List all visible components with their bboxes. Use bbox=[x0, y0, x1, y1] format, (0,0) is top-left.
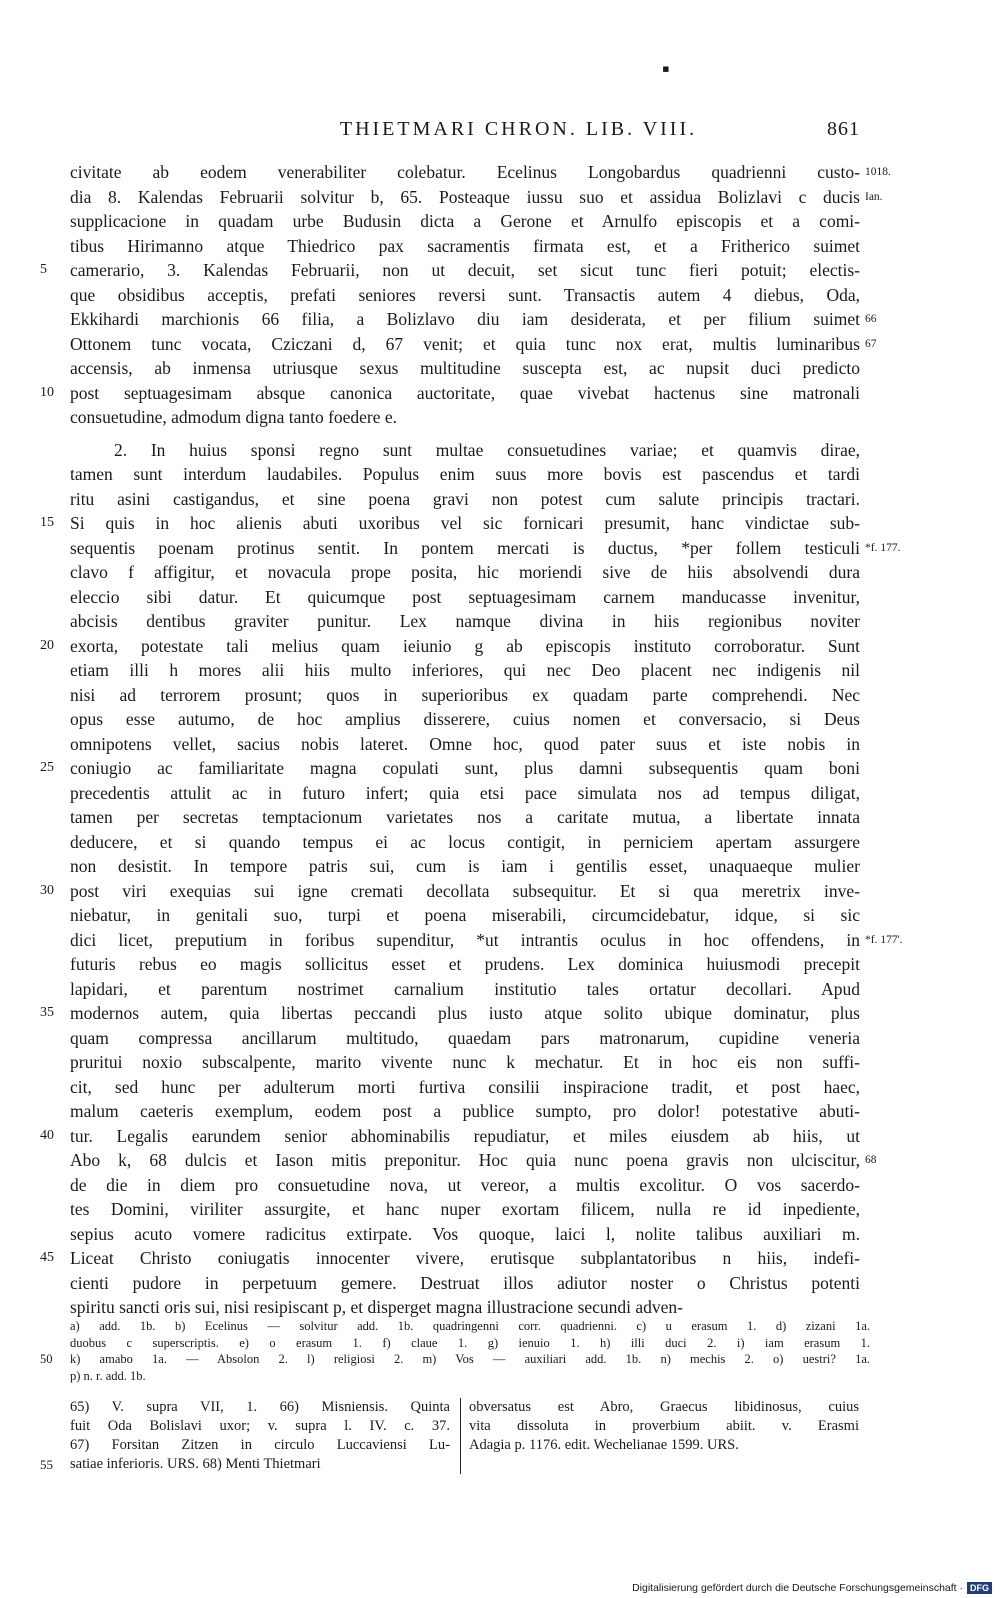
main-text bbox=[40, 160, 903, 1320]
text-line bbox=[70, 1398, 450, 1417]
text-line bbox=[70, 356, 860, 381]
line-text: eleccio sibi datur. Et quicumque post septuagesimam carnem manducasse invenitur, bbox=[70, 586, 860, 607]
text-line bbox=[70, 487, 860, 512]
text-line bbox=[70, 805, 860, 830]
line-text: spiritu sancti oris sui, nisi resipiscant p, et disperget magna illustracione secundi adven- bbox=[70, 1297, 684, 1317]
line-number: 35 bbox=[40, 1005, 54, 1020]
text-line bbox=[70, 903, 860, 928]
line-text: tes Domini, viriliter assurgite, et hanc nuper exortam filicem, nulla re id inpediente, bbox=[70, 1199, 860, 1219]
line-text: Liceat Christo coniugatis innocenter vivere, erutisque subplantatoribus n hiis, indefi- bbox=[70, 1248, 860, 1268]
line-text: abcisis dentibus graviter punitur. Lex namque divina in hiis regionibus noviter bbox=[70, 611, 860, 631]
text-line bbox=[70, 332, 877, 357]
line-number: 55 bbox=[40, 1457, 53, 1472]
line-text: lapidari, et parentum nostrimet carnalium institutio tales ortatur decollari. Apud bbox=[70, 978, 860, 999]
line-text: consuetudine, admodum digna tanto foedere e. bbox=[70, 407, 398, 427]
text-line bbox=[70, 1271, 860, 1296]
text-line bbox=[40, 258, 860, 283]
text-line bbox=[70, 405, 860, 430]
line-text: duobus c superscriptis. e) o erasum 1. f) claue 1. g) ienuio 1. h) illi duci 2. i) iam erasum 1. bbox=[70, 1335, 870, 1350]
line-text: camerario, 3. Kalendas Februarii, non ut decuit, set sicut tunc fieri potuit; electis- bbox=[70, 260, 860, 280]
text-line bbox=[40, 511, 860, 536]
line-text: satiae inferioris. URS. 68) Menti Thietmari bbox=[70, 1456, 321, 1472]
line-text: a) add. 1b. b) Ecelinus — solvitur add. 1b. quadringenni corr. quadrienni. c) u erasum 1. d) zizani 1a. bbox=[70, 1319, 870, 1333]
text-line bbox=[70, 830, 860, 855]
line-text: malum caeteris exemplum, eodem post a publice sumpto, pro dolor! potestative abuti- bbox=[70, 1101, 860, 1121]
line-text: civitate ab eodem venerabiliter colebatur. Ecelinus Longobardus quadrienni custo- bbox=[70, 162, 860, 182]
margin-note: *f. 177. bbox=[865, 541, 901, 554]
text-line bbox=[70, 658, 860, 683]
line-text: cit, sed hunc per adulterum morti furtiva consilii inspiracione tradit, et post haec, bbox=[70, 1076, 860, 1097]
text-line bbox=[70, 1335, 870, 1352]
line-text: omnipotens vellet, sacius nobis lateret. Omne hoc, quod pater suus et iste nobis in bbox=[70, 733, 860, 754]
text-line bbox=[70, 307, 877, 332]
critical-apparatus bbox=[40, 1318, 870, 1384]
running-header bbox=[70, 118, 860, 141]
line-text: que obsidibus acceptis, prefati seniores reversi sunt. Transactis autem 4 diebus, Oda, bbox=[70, 284, 860, 305]
notes-right-column bbox=[460, 1398, 859, 1474]
text-line bbox=[40, 879, 860, 904]
line-text: dici licet, preputium in foribus supenditur, *ut intrantis oculus in hoc offendens, in bbox=[70, 929, 860, 950]
margin-note: 67 bbox=[865, 337, 877, 350]
stray-mark: ▪ bbox=[662, 56, 670, 81]
line-text: post septuagesimam absque canonica auctoritate, quae vivebat hactenus sine matronali bbox=[70, 382, 860, 403]
text-line bbox=[70, 1417, 450, 1436]
running-title: THIETMARI CHRON. LIB. VIII. bbox=[339, 118, 698, 140]
line-text: post viri exequias sui igne cremati decollata subsequitur. Et si qua meretrix inve- bbox=[70, 880, 860, 901]
text-line bbox=[70, 1075, 860, 1100]
line-number: 45 bbox=[40, 1250, 54, 1265]
text-line bbox=[70, 1295, 860, 1320]
page-number: 861 bbox=[827, 118, 860, 140]
text-line bbox=[70, 952, 860, 977]
line-text: obversatus est Abro, Graecus libidinosus, cuius bbox=[469, 1399, 859, 1415]
line-text: supplicacione in quadam urbe Budusin dicta a Gerone et Arnulfo episcopis et a comi- bbox=[70, 211, 860, 231]
line-text: cienti pudore in perpetuum gemere. Destruat illos adiutor noster o Christus potenti bbox=[70, 1272, 860, 1293]
line-text: sequentis poenam protinus sentit. In pontem mercati is ductus, *per follem testiculi bbox=[70, 537, 860, 558]
text-line bbox=[70, 209, 860, 234]
line-text: exorta, potestate tali melius quam ieiunio g ab episcopis instituto corroboratur. Sunt bbox=[70, 635, 860, 656]
text-line bbox=[40, 381, 860, 406]
line-text: modernos autem, quia libertas peccandi plus iusto atque solito ubique dominatur, plus bbox=[70, 1003, 860, 1023]
text-line bbox=[70, 683, 860, 708]
text-line bbox=[469, 1417, 859, 1436]
text-line bbox=[469, 1398, 859, 1417]
line-text: ritu asini castigandus, et sine poena gravi non potest cum salute principis tractari. bbox=[70, 488, 860, 509]
line-text: fuit Oda Bolislavi uxor; v. supra l. IV. c. 37. bbox=[70, 1418, 450, 1434]
line-text: clavo f affigitur, et novacula prope posita, hic moriendi sive de hiis absolvendi dura bbox=[70, 562, 860, 582]
margin-note: Ian. bbox=[865, 190, 883, 203]
commentary-notes bbox=[40, 1398, 860, 1474]
line-text: coniugio ac familiaritate magna copulati sunt, plus damni subsequentis quam boni bbox=[70, 758, 860, 778]
text-line bbox=[40, 1124, 860, 1149]
text-line bbox=[40, 1246, 860, 1271]
line-number: 15 bbox=[40, 515, 54, 530]
line-number: 5 bbox=[40, 262, 47, 277]
line-text: Abo k, 68 dulcis et Iason mitis preponitur. Hoc quia nunc poena gravis non ulciscitur, bbox=[70, 1150, 860, 1170]
text-line bbox=[70, 185, 883, 210]
line-text: k) amabo 1a. — Absolon 2. l) religiosi 2. m) Vos — auxiliari add. 1b. n) mechis 2. o) uestri? 1a. bbox=[70, 1352, 870, 1366]
text-line bbox=[70, 585, 860, 610]
line-text: nisi ad terrorem prosunt; quos in superioribus ex quadam parte comprehendi. Nec bbox=[70, 684, 860, 705]
text-line bbox=[70, 609, 860, 634]
text-line bbox=[70, 160, 891, 185]
text-line bbox=[70, 1148, 877, 1173]
credit-text: Digitalisierung gefördert durch die Deutsche Forschungsgemeinschaft · bbox=[632, 1582, 963, 1594]
line-text: quam compressa ancillarum multitudo, quaedam pars matronarum, cupidine veneria bbox=[70, 1027, 860, 1048]
text-line bbox=[70, 1368, 870, 1385]
line-text: opus esse autumo, de hoc amplius disserere, cuius nomen et conversacio, si Deus bbox=[70, 709, 860, 729]
text-line bbox=[70, 854, 860, 879]
text-line bbox=[40, 1351, 870, 1368]
line-text: precedentis attulit ac in futuro infert; quia etsi pace simulata nos ad tempus diligat, bbox=[70, 782, 860, 803]
text-line bbox=[40, 756, 860, 781]
text-line bbox=[70, 1026, 860, 1051]
text-line bbox=[70, 560, 860, 585]
text-line bbox=[70, 283, 860, 308]
text-line bbox=[70, 1222, 860, 1247]
line-text: futuris rebus eo magis sollicitus esset et prudens. Lex dominica huiusmodi precepit bbox=[70, 954, 860, 974]
line-text: Si quis in hoc alienis abuti uxoribus vel sic fornicari presumit, hanc vindictae sub- bbox=[70, 513, 860, 533]
line-number: 30 bbox=[40, 882, 54, 898]
line-number: 25 bbox=[40, 760, 54, 775]
text-line bbox=[469, 1436, 859, 1455]
paragraph-gap bbox=[70, 430, 860, 438]
text-line bbox=[70, 781, 860, 806]
line-text: 2. In huius sponsi regno sunt multae consuetudines variae; et quamvis dirae, bbox=[114, 439, 860, 460]
line-text: accensis, ab inmensa utriusque sexus multitudine suscepta est, ac nupsit duci predicto bbox=[70, 358, 860, 378]
text-line bbox=[70, 977, 860, 1002]
text-line bbox=[40, 1455, 450, 1474]
text-line bbox=[70, 536, 901, 561]
margin-note: 66 bbox=[865, 313, 877, 325]
line-text: non desistit. In tempore patris sui, cum is iam i gentilis esset, unaquaeque mulier bbox=[70, 856, 860, 876]
text-line bbox=[40, 634, 860, 659]
line-text: etiam illi h mores alii hiis multo inferiores, qui nec Deo placent nec indigenis nil bbox=[70, 660, 860, 680]
margin-note: 68 bbox=[865, 1154, 877, 1166]
line-text: de die in diem pro consuetudine nova, ut vereor, a multis excolitur. O vos sacerdo- bbox=[70, 1174, 860, 1195]
text-line bbox=[70, 1050, 860, 1075]
text-line bbox=[70, 1099, 860, 1124]
text-line bbox=[70, 1318, 870, 1335]
dfg-logo: DFG bbox=[967, 1582, 992, 1594]
text-line bbox=[70, 234, 860, 259]
text-line bbox=[70, 1197, 860, 1222]
line-text: pruritui noxio subscalpente, marito vivente nunc k mechatur. Et in hoc eis non suffi- bbox=[70, 1052, 860, 1072]
line-text: 65) V. supra VII, 1. 66) Misniensis. Quinta bbox=[70, 1399, 450, 1415]
line-text: dia 8. Kalendas Februarii solvitur b, 65. Posteaque iussu suo et assidua Bolizlavi c ducis bbox=[70, 186, 860, 207]
line-text: niebatur, in genitali suo, turpi et poena miserabili, circumcidebatur, idque, si sic bbox=[70, 905, 860, 925]
line-number: 50 bbox=[40, 1352, 53, 1366]
line-number: 20 bbox=[40, 637, 54, 653]
line-text: Adagia p. 1176. edit. Wechelianae 1599. URS. bbox=[469, 1437, 739, 1453]
text-line bbox=[70, 707, 860, 732]
line-text: p) n. r. add. 1b. bbox=[70, 1368, 146, 1383]
notes-left-column bbox=[40, 1398, 460, 1474]
text-line bbox=[70, 1436, 450, 1455]
line-text: vita dissoluta in proverbium abiit. v. Erasmi bbox=[469, 1418, 859, 1434]
line-text: sepius acuto vomere radicitus extirpate. Vos quoque, laici l, nolite talibus auxiliari m. bbox=[70, 1223, 860, 1244]
line-text: tamen sunt interdum laudabiles. Populus enim suus more bovis est pascendus et tardi bbox=[70, 464, 860, 484]
text-line bbox=[40, 1001, 860, 1026]
text-line bbox=[70, 438, 860, 463]
text-line bbox=[70, 462, 860, 487]
text-line bbox=[70, 1173, 860, 1198]
digitization-credit bbox=[632, 1582, 992, 1594]
line-text: 67) Forsitan Zitzen in circulo Luccaviensi Lu- bbox=[70, 1437, 450, 1453]
text-line bbox=[70, 928, 903, 953]
line-text: Ekkihardi marchionis 66 filia, a Bolizlavo diu iam desiderata, et per filium suimet bbox=[70, 309, 860, 329]
line-text: tamen per secretas temptacionum varietates nos a caritate mutua, a libertate innata bbox=[70, 807, 860, 827]
margin-note: 1018. bbox=[865, 166, 891, 178]
margin-note: *f. 177'. bbox=[865, 933, 903, 946]
line-number: 10 bbox=[40, 384, 54, 400]
text-line bbox=[70, 732, 860, 757]
line-text: tur. Legalis earundem senior abhominabilis repudiatur, et miles eiusdem ab hiis, ut bbox=[70, 1125, 860, 1146]
line-text: Ottonem tunc vocata, Cziczani d, 67 venit; et quia tunc nox erat, multis luminaribus bbox=[70, 333, 860, 354]
line-number: 40 bbox=[40, 1127, 54, 1143]
line-text: deducere, et si quando tempus ei ac locus contigit, in perniciem apertam assurgere bbox=[70, 831, 860, 852]
line-text: tibus Hirimanno atque Thiedrico pax sacramentis firmata est, et a Fritherico suimet bbox=[70, 235, 860, 256]
